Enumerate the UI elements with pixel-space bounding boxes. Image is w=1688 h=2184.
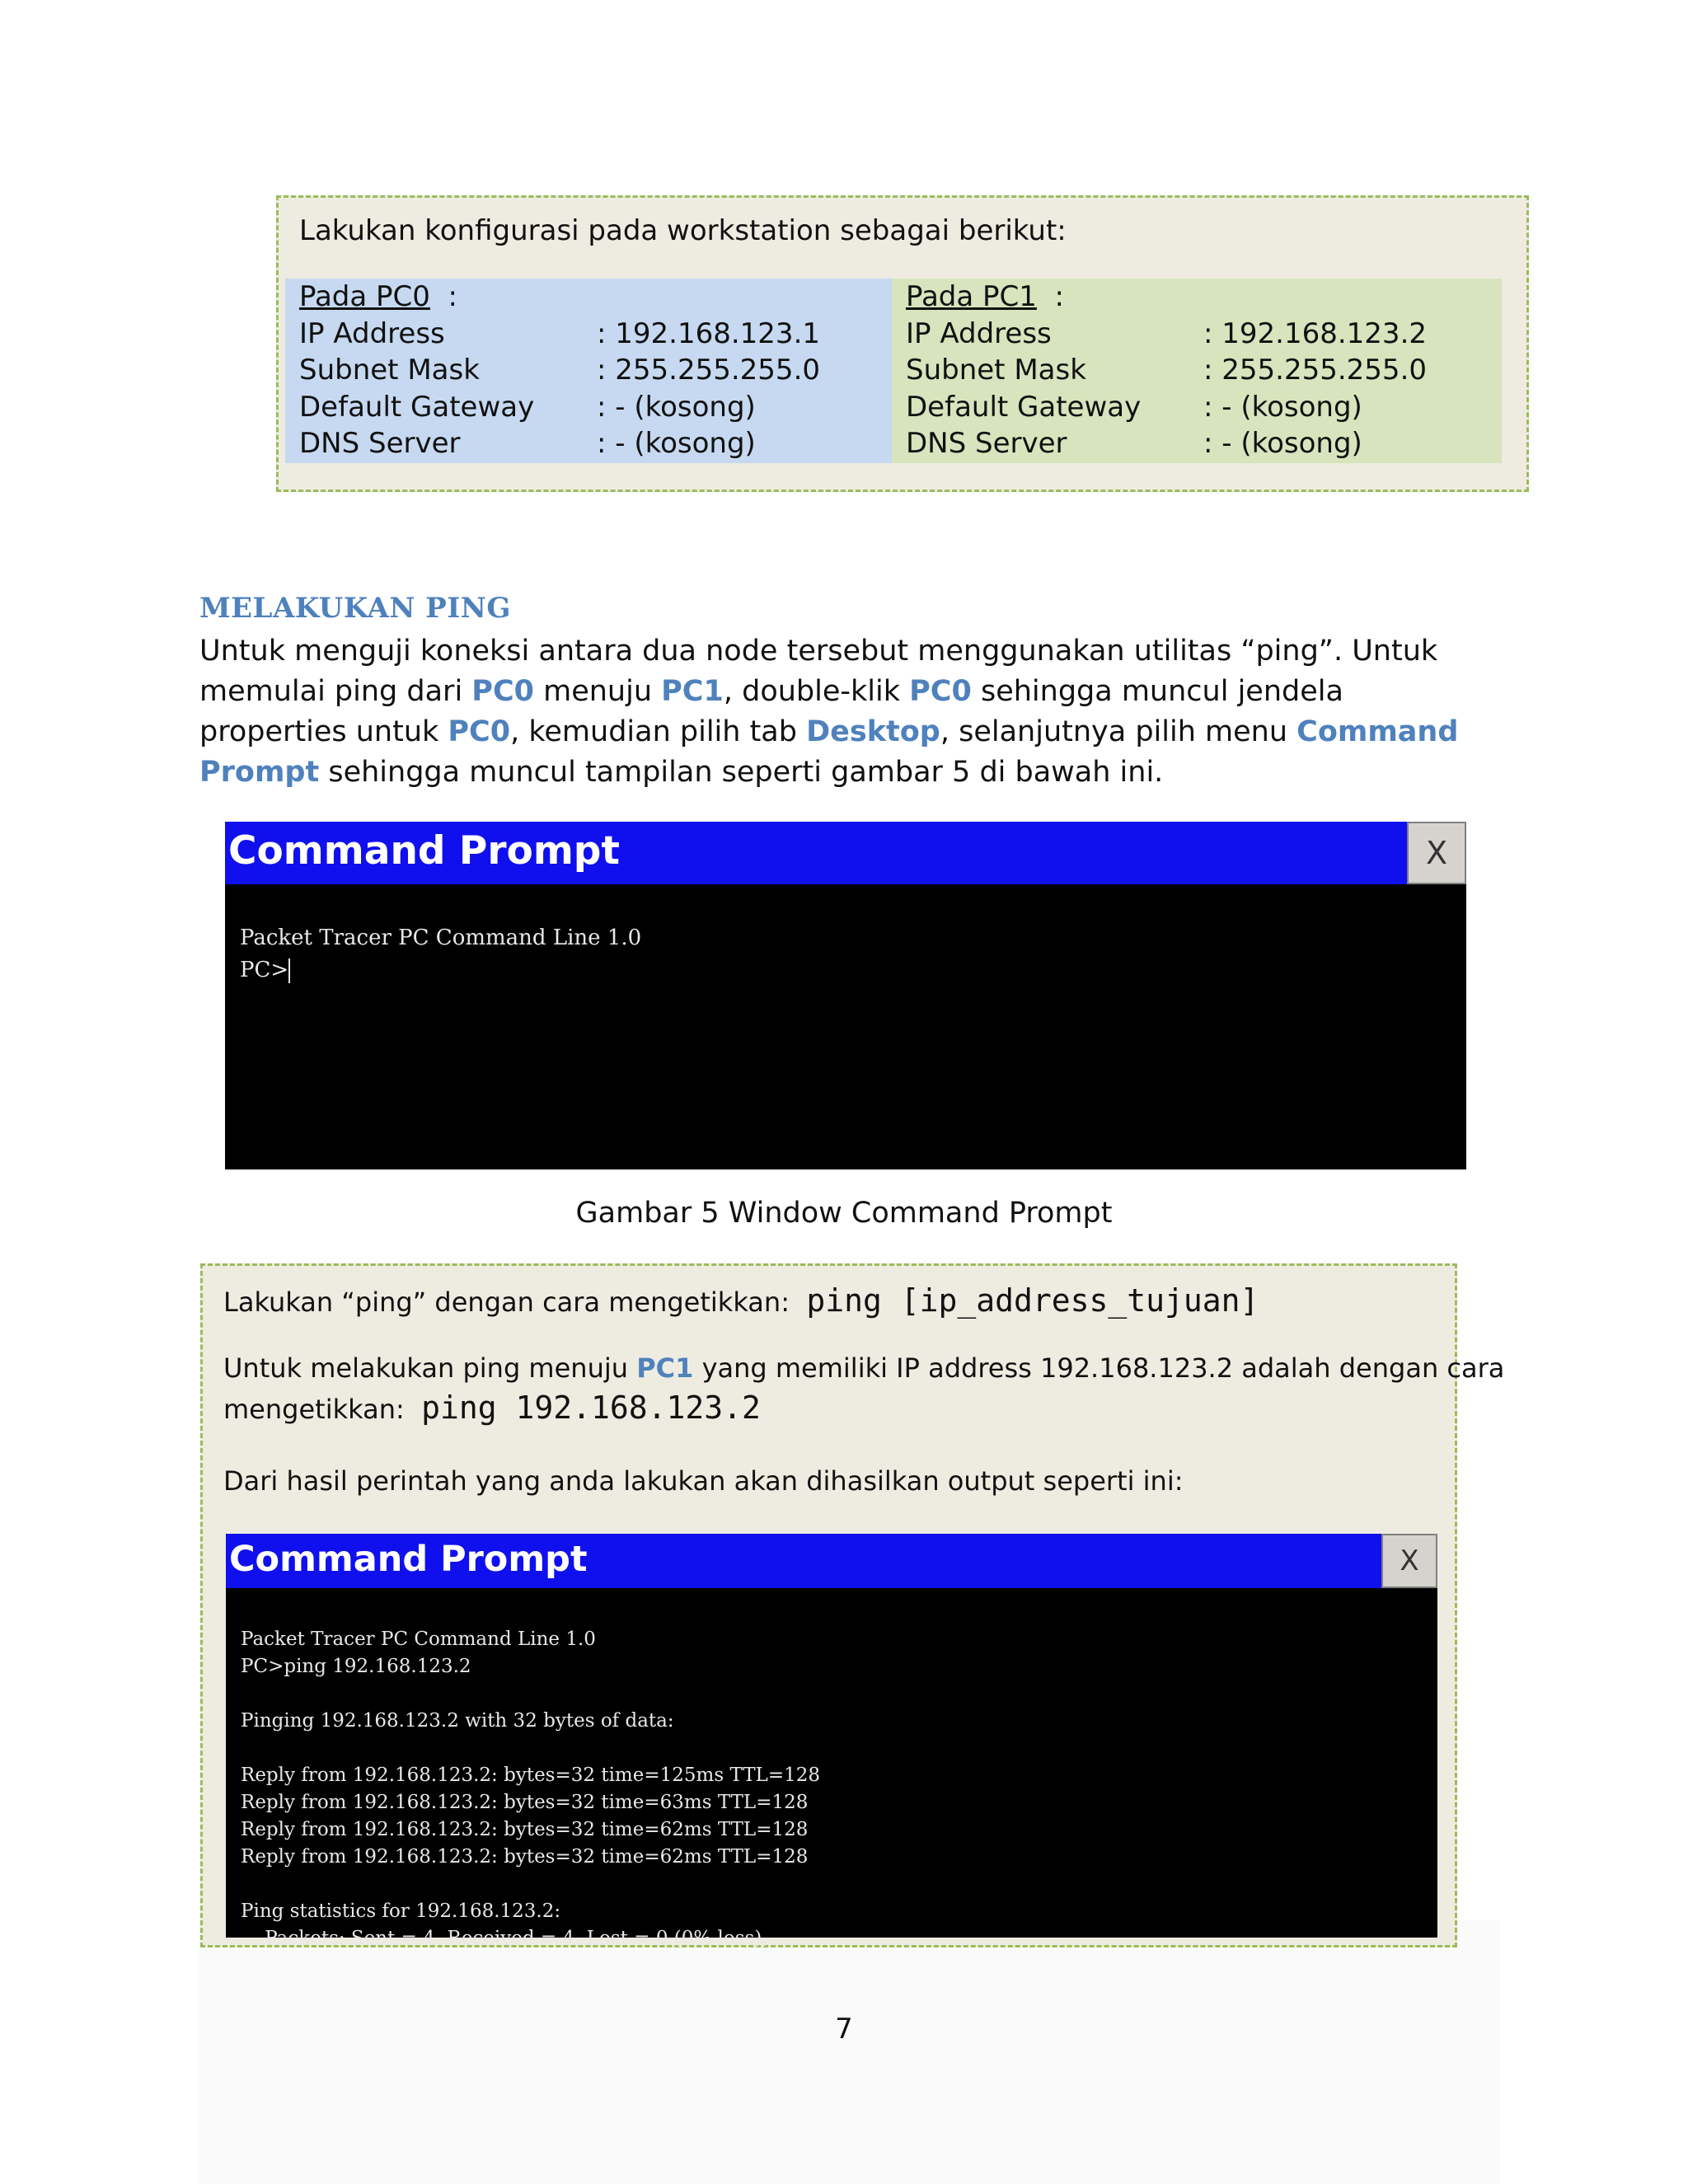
- command-prompt-titlebar: [226, 1534, 1437, 1588]
- command-prompt-highlight: Command Prompt: [199, 715, 1459, 789]
- ping-line-4: Dari hasil perintah yang anda lakukan akan dihasilkan output seperti ini:: [223, 1465, 1184, 1497]
- close-icon[interactable]: X: [1381, 1534, 1437, 1588]
- pc1-gateway-value: : - (kosong): [1203, 390, 1362, 424]
- pc1-config-panel: [892, 279, 1502, 463]
- pc1-row-dns: [892, 425, 1502, 462]
- ping-example-code: ping 192.168.123.2: [421, 1390, 761, 1426]
- cmd-output-line: Packets: Sent = 4, Received = 4, Lost = 0 (0% loss),: [241, 1928, 768, 1949]
- command-prompt-output[interactable]: [241, 1626, 820, 1952]
- cmd-output-line: [241, 1680, 820, 1708]
- pc0-gateway-label: Default Gateway: [299, 390, 535, 424]
- pc0-highlight: PC0: [909, 675, 972, 708]
- paragraph-text: menuju: [534, 675, 662, 708]
- text-cursor: [288, 958, 290, 983]
- cmd-output-line: Ping statistics for 192.168.123.2:: [241, 1900, 561, 1922]
- cmd-output-line: [241, 1735, 820, 1762]
- pc0-title-row: Pada PC0 :: [299, 280, 457, 313]
- pc1-dns-value: : - (kosong): [1203, 427, 1362, 460]
- pc1-highlight: PC1: [661, 675, 724, 708]
- pc1-highlight: PC1: [636, 1352, 694, 1384]
- cmd-output-line: Packet Tracer PC Command Line 1.0: [241, 1629, 596, 1650]
- config-box: [276, 195, 1529, 492]
- intro-paragraph: [199, 631, 1485, 793]
- ping-line-3: [223, 1388, 761, 1430]
- paragraph-text: , selanjutnya pilih menu: [940, 715, 1297, 748]
- pc1-mask-value: : 255.255.255.0: [1203, 354, 1428, 387]
- paragraph-text: , double-klik: [723, 675, 910, 708]
- pc0-config-panel: [285, 279, 892, 463]
- ping-line-1: [223, 1281, 1259, 1323]
- pc0-row-ip: [285, 316, 892, 353]
- ping-text: Untuk melakukan ping menuju: [223, 1352, 637, 1384]
- command-prompt-output[interactable]: [240, 922, 641, 987]
- ping-line-2: [223, 1348, 1504, 1389]
- ping-text: yang memiliki IP address 192.168.123.2 adalah dengan cara: [693, 1352, 1505, 1384]
- ping-text: Lakukan “ping” dengan cara mengetikkan:: [223, 1286, 790, 1318]
- cmd-output-line: Reply from 192.168.123.2: bytes=32 time=125ms TTL=128: [241, 1765, 821, 1786]
- pc0-row-gateway: [285, 389, 892, 426]
- pc1-gateway-label: Default Gateway: [906, 390, 1142, 424]
- cmd-prompt: PC>: [240, 958, 289, 982]
- command-prompt-title: Command Prompt: [229, 1539, 588, 1580]
- command-prompt-title: Command Prompt: [228, 828, 620, 874]
- cmd-output-line: [241, 1871, 820, 1898]
- page-shade: [198, 1920, 1500, 2184]
- command-prompt-titlebar: [225, 822, 1466, 884]
- cmd-line: Packet Tracer PC Command Line 1.0: [240, 926, 642, 950]
- pc1-row-ip: [892, 316, 1502, 353]
- pc0-ip-value: : 192.168.123.1: [597, 316, 821, 350]
- pc0-gateway-value: : - (kosong): [597, 390, 756, 424]
- cmd-output-line: PC>ping 192.168.123.2: [241, 1656, 471, 1677]
- paragraph-text: , kemudian pilih tab: [510, 715, 807, 748]
- page-number: 7: [835, 2013, 853, 2046]
- pc1-row-gateway: [892, 389, 1502, 426]
- figure-caption: Gambar 5 Window Command Prompt: [575, 1197, 1113, 1230]
- paragraph-text: Untuk menguji koneksi antara dua node tersebut menggunakan utilitas “ping”. Untuk memulai ping dari: [199, 635, 1438, 708]
- pc0-ip-label: IP Address: [299, 316, 445, 350]
- desktop-highlight: Desktop: [806, 715, 940, 748]
- pc1-ip-value: : 192.168.123.2: [1203, 316, 1428, 350]
- pc0-dns-label: DNS Server: [299, 427, 461, 460]
- pc1-ip-label: IP Address: [906, 316, 1052, 350]
- pc1-mask-label: Subnet Mask: [906, 354, 1086, 387]
- close-icon[interactable]: X: [1407, 822, 1466, 884]
- paragraph-text: sehingga muncul tampilan seperti gambar 5 di bawah ini.: [319, 756, 1164, 789]
- ping-instruction-box: [200, 1263, 1505, 1949]
- pc1-title-row: Pada PC1 :: [906, 280, 1064, 313]
- pc0-row-dns: [285, 425, 892, 462]
- ping-syntax-code: ping [ip_address_tujuan]: [806, 1282, 1259, 1319]
- section-heading: MELAKUKAN PING: [199, 592, 511, 625]
- pc0-dns-value: : - (kosong): [597, 427, 756, 460]
- cmd-output-line: Reply from 192.168.123.2: bytes=32 time=62ms TTL=128: [241, 1846, 809, 1868]
- cmd-output-line: Pinging 192.168.123.2 with 32 bytes of data:: [241, 1710, 674, 1732]
- pc1-title: Pada PC1: [906, 280, 1037, 313]
- pc0-highlight: PC0: [471, 675, 534, 708]
- pc1-dns-label: DNS Server: [906, 427, 1067, 460]
- command-prompt-window-output: [226, 1534, 1437, 1949]
- pc1-row-mask: [892, 352, 1502, 389]
- pc0-title: Pada PC0: [299, 280, 430, 313]
- pc0-highlight: PC0: [448, 715, 511, 748]
- cmd-output-line: Reply from 192.168.123.2: bytes=32 time=63ms TTL=128: [241, 1792, 809, 1813]
- pc0-mask-value: : 255.255.255.0: [597, 354, 821, 387]
- pc0-row-mask: [285, 352, 892, 389]
- command-prompt-window: [225, 822, 1466, 1169]
- cmd-output-line: Reply from 192.168.123.2: bytes=32 time=62ms TTL=128: [241, 1819, 809, 1840]
- pc0-mask-label: Subnet Mask: [299, 354, 480, 387]
- ping-text: mengetikkan:: [223, 1394, 405, 1425]
- paragraph-text: sehingga muncul jendela properties untuk: [199, 675, 1343, 748]
- config-intro: Lakukan konfigurasi pada workstation sebagai berikut:: [299, 214, 1067, 247]
